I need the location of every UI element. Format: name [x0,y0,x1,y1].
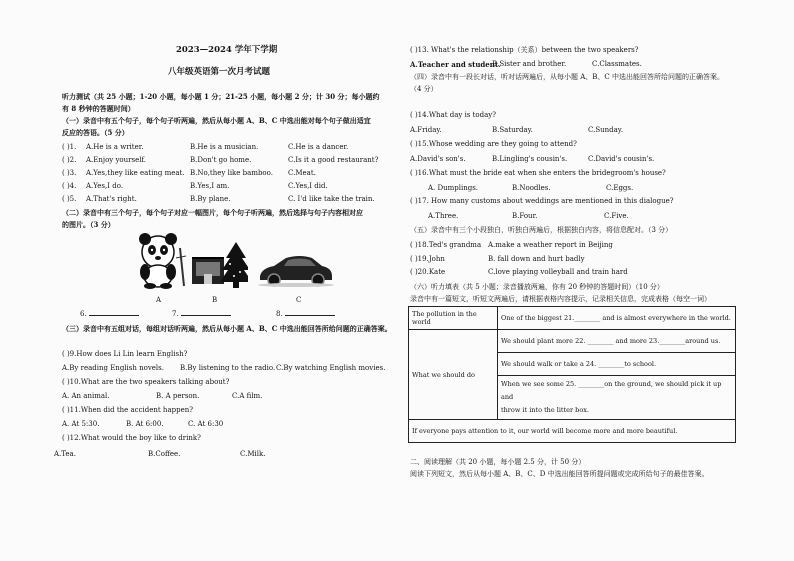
q10-option-a[interactable]: A. An animal. [62,392,110,400]
q3-number[interactable]: ( )3. [62,169,77,177]
cell-blanks-22-23[interactable]: We should plant more 22. ________ and more 23.________around us. [498,330,736,353]
answer-blank-8[interactable] [276,310,335,319]
q4-option-a[interactable]: A.Yes,I do. [86,182,124,190]
q17-option-a[interactable]: A.Three. [428,212,459,220]
q13-option-c[interactable]: C.Classmates. [592,60,642,68]
q4-option-c[interactable]: C.Yes,I did. [288,182,328,190]
picture-a-label: A [156,296,162,304]
q2-number[interactable]: ( )2. [62,156,77,164]
q12-option-c[interactable]: C.Milk. [240,450,266,458]
section1-heading-2: 反应的答语。（5 分） [62,128,129,137]
q12-option-b[interactable]: B.Coffee. [148,450,181,458]
q9-option-b[interactable]: B.By listening to the radio. [180,364,276,372]
q15-question: ( )15.Whose wedding are they going to attend? [410,140,577,148]
q16-option-c[interactable]: C.Eggs. [606,184,634,192]
q13-option-a[interactable]: A.Teacher and student. [410,60,501,69]
match-20-label[interactable]: ( )20.Kate [410,268,446,276]
blank-8-number: 8. [276,310,283,318]
q4-option-b[interactable]: B.Yes,I am. [190,182,230,190]
section6-heading-2: 录音中有一篇短文，听短文两遍后，请根据表格内容提示，记录相关信息，完成表格（每空一词） [410,295,711,303]
car-picture [256,252,336,288]
q9-option-c[interactable]: C.By watching English movies. [276,364,386,372]
match-18-option: A.make a weather report in Beijing [488,241,613,249]
row-label-what-we-do: What we should do [409,330,498,420]
q14-option-c[interactable]: C.Sunday. [588,126,624,134]
q3-option-a[interactable]: A.Yes,they like eating meat. [86,169,185,177]
q11-question: ( )11.When did the accident happen? [62,406,193,414]
q2-option-a[interactable]: A.Enjoy yourself. [86,156,147,164]
match-19-option: B. fall down and hurt badly [488,255,585,263]
q14-option-a[interactable]: A.Friday. [410,126,442,134]
match-20-option: C.love playing volleyball and train hard [488,268,628,276]
match-18-label[interactable]: ( )18.Ted's grandma [410,241,482,249]
section1-heading: （一）录音中有五个句子，每个句子听两遍，然后从每小题 A、B、C 中选出能对每个句子做出适宜 [62,116,371,125]
row-label-pollution: The pollution in the world [409,307,498,330]
q14-question: ( )14.What day is today? [410,111,497,119]
table-row [409,330,736,353]
q9-option-a[interactable]: A.By reading English novels. [62,364,164,372]
q13-question: ( )13. What's the relationship（关系）between the two speakers? [410,46,639,54]
exam-subtitle: 八年级英语第一次月考试题 [168,67,271,77]
q11-option-b[interactable]: B. At 6:00. [126,420,164,428]
row-conclusion: If everyone pays attention to it, our world will become more and more beautiful. [409,420,736,443]
q2-option-c[interactable]: C.Is it a good restaurant? [288,156,379,164]
panda-picture [128,228,190,290]
intro-line-1: 听力测试（共 25 小题；1-20 小题，每小题 1 分；21-25 小题，每小题 2 分；计 30 分；每小题约 [62,92,380,101]
answer-blank-6[interactable] [80,310,139,319]
table-row [409,420,736,443]
cell-blank-25[interactable] [498,376,736,420]
q5-option-a[interactable]: A.That's right. [86,195,137,203]
q1-number[interactable]: ( )1. [62,143,77,151]
q14-option-b[interactable]: B.Saturday. [492,126,533,134]
table-row [409,307,736,330]
q11-option-a[interactable]: A. At 5:30. [62,420,100,428]
q16-option-a[interactable]: A. Dumplings. [428,184,479,192]
house-tree-picture [190,240,248,288]
section7-heading: 二、阅读理解（共 20 小题，每小题 2.5 分，计 50 分） [410,458,586,466]
q10-option-b[interactable]: B. A person. [156,392,200,400]
picture-c-label: C [296,296,302,304]
q16-option-b[interactable]: B.Noodles. [512,184,551,192]
q15-option-a[interactable]: A.David's son's. [410,155,466,163]
blank-8-line[interactable] [285,315,335,316]
listening-fill-table [408,306,736,443]
q5-option-b[interactable]: B.By plane. [190,195,231,203]
cell-blank-21[interactable]: One of the biggest 21.________ and is almost everywhere in the world. [498,307,736,330]
q15-option-b[interactable]: B.Lingling's cousin's. [492,155,568,163]
picture-b-label: B [212,296,218,304]
section6-heading: （六）听力填表（共 5 小题；录音播放两遍，你有 20 秒钟的答题时间）（10 分） [410,283,664,291]
q3-option-b[interactable]: B.No,they like bamboo. [190,169,273,177]
section4-heading: （四）录音中有一段长对话，听对话两遍后，从每小题 A、B、C 中选出能回答所给问题的正确答案。 [410,73,725,81]
q16-question: ( )16.What must the bride eat when she enters the bridegroom's house? [410,169,666,177]
q1-option-c[interactable]: C.He is a dancer. [288,143,349,151]
q11-option-c[interactable]: C. At 6:30 [188,420,224,428]
q17-option-c[interactable]: C.Five. [604,212,629,220]
q15-option-c[interactable]: C.David's cousin's. [588,155,655,163]
q13-option-b[interactable]: B.Sister and brother. [492,60,567,68]
blank-6-number: 6. [80,310,87,318]
section5-heading: （五）录音中有三个小段独白，听独白两遍后，根据独白内容，将信息配对。（3 分） [410,226,673,234]
exam-year-title: 2023—2024 学年下学期 [176,45,278,55]
intro-line-2: 有 8 秒钟的答题时间） [62,104,135,113]
q10-question: ( )10.What are the two speakers talking about? [62,378,230,386]
q5-number[interactable]: ( )5. [62,195,77,203]
section2-heading-2: 的图片。（3 分） [62,220,115,229]
q9-question: ( )9.How does Li Lin learn English? [62,350,188,358]
section2-heading: （二）录音中有三个句子，每个句子对应一幅图片，每个句子听两遍，然后选择与句子内容相对应 [62,208,363,217]
blank-7-line[interactable] [181,315,231,316]
section3-heading: （三）录音中有五组对话，每组对话听两遍，然后从每小题 A、B、C 中选出能回答所给问题的正确答案。 [62,324,392,333]
cell-blank-24[interactable]: We should walk or take a 24. ________to school. [498,353,736,376]
q10-option-c[interactable]: C.A film. [232,392,263,400]
q3-option-c[interactable]: C.Meat. [288,169,316,177]
q17-question: ( )17. How many customs about weddings are mentioned in this dialogue? [410,197,674,205]
blank-7-number: 7. [172,310,179,318]
q1-option-a[interactable]: A.He is a writer. [86,143,144,151]
cell-blank-25-line2: throw it into the litter box. [501,406,589,414]
q2-option-b[interactable]: B.Don't go home. [190,156,252,164]
section4-heading-2: （4 分） [410,85,438,93]
answer-blank-7[interactable] [172,310,231,319]
q5-option-c[interactable]: C. I'd like take the train. [288,195,375,203]
q17-option-b[interactable]: B.Four. [512,212,538,220]
section7-heading-2: 阅读下列短文，然后从每小题 A、B、C、D 中选出能回答所提问题或完成所给句子的最佳答案。 [410,470,709,478]
q12-question: ( )12.What would the boy like to drink? [62,434,201,442]
match-19-label[interactable]: ( )19.John [410,255,445,263]
cell-blank-25-line1: When we see some 25. ________on the ground, we should pick it up and [501,380,722,401]
q4-number[interactable]: ( )4. [62,182,77,190]
blank-6-line[interactable] [89,315,139,316]
q12-option-a[interactable]: A.Tea. [54,450,76,458]
q1-option-b[interactable]: B.He is a musician. [190,143,259,151]
